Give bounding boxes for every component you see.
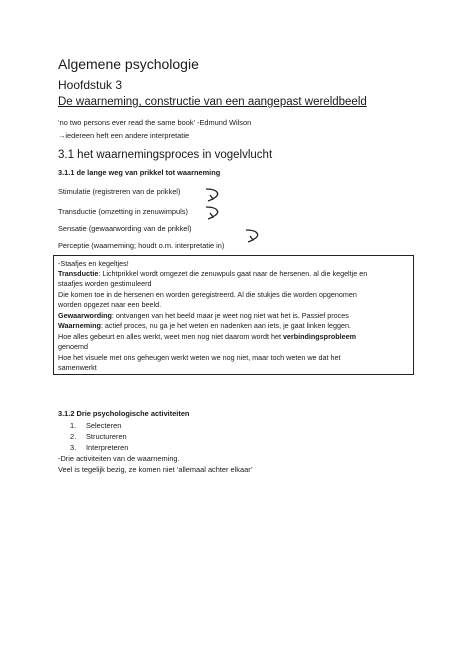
box-line-4: Die komen toe in de hersenen en worden geregistreerd. Al die stukjes die worden opgenomen <box>58 290 357 299</box>
box-line-9: genoemd <box>58 342 88 351</box>
curved-arrow-icon <box>206 207 218 219</box>
activity-num-3: 3. <box>70 443 77 452</box>
curved-arrow-icon-2 <box>242 226 266 248</box>
interpretation-line <box>58 131 189 140</box>
box-line-11: samenwerkt <box>58 363 97 372</box>
box-line-6 <box>58 311 349 320</box>
section-3-1-heading: 3.1 het waarnemingsproces in vogelvlucht <box>58 149 273 161</box>
activity-interpreteren: Interpreteren <box>86 443 129 452</box>
activity-structureren: Structureren <box>86 432 127 441</box>
box-line-6-text: : ontvangen van het beeld maar je weet nog niet wat het is. Passief proces <box>111 311 349 320</box>
interpretation-text: iedereen heft een andere interpretatie <box>65 131 190 140</box>
term-waarneming: Waarneming <box>58 321 101 330</box>
quote-line: ‘no two persons ever read the same book’ -Edmund Wilson <box>58 118 252 127</box>
section-3-1-2-heading: 3.1.2 Drie psychologische activiteiten <box>58 409 190 418</box>
box-line-8 <box>58 332 356 341</box>
box-line-5: worden opgezet naar een beeld. <box>58 300 162 309</box>
step-transductie: Transductie (omzetting in zenuwimpuls) <box>58 207 188 216</box>
box-line-3: staafjes worden gestimuleerd <box>58 279 152 288</box>
right-arrow-icon: → <box>58 131 66 140</box>
activity-num-2: 2. <box>70 432 77 441</box>
note-line-1: -Drie activiteiten van de waarneming. <box>58 454 180 463</box>
document-title: Algemene psychologie <box>58 56 199 72</box>
notes-box <box>53 255 414 375</box>
step-perceptie: Perceptie (waarneming; houdt o.m. interpretatie in) <box>58 241 225 250</box>
term-transductie: Transductie <box>58 269 99 278</box>
curved-arrow-icon <box>206 189 218 201</box>
box-line-10: Hoe het visuele met ons geheugen werkt weten we nog niet, maar toch weten we dat het <box>58 353 341 362</box>
chapter-subtitle: De waarneming, constructie van een aangepast wereldbeeld <box>58 96 367 108</box>
section-3-1-1-heading: 3.1.1 de lange weg van prikkel tot waarneming <box>58 168 221 177</box>
activity-num-1: 1. <box>70 421 77 430</box>
term-verbindingsprobleem: verbindingsprobleem <box>282 332 357 341</box>
curved-arrow-icon <box>246 230 258 242</box>
term-gewaarwording: Gewaarwording <box>58 311 112 320</box>
box-line-2-text: : Lichtprikkel wordt omgezet die zenuwpuls gaat naar de hersenen. al die kegeltje en <box>98 269 368 278</box>
step-stimulatie: Stimulatie (registreren van de prikkel) <box>58 187 181 196</box>
note-line-2: Veel is tegelijk bezig, ze komen niet ‘allemaal achter elkaar’ <box>58 465 253 474</box>
box-line-7 <box>58 321 351 330</box>
box-line-7-text: : actief proces, nu ga je het weten en nadenken aan iets, je gaat linken leggen. <box>100 321 352 330</box>
chapter-heading: Hoofdstuk 3 <box>58 78 123 92</box>
box-line-8-text: Hoe alles gebeurt en alles werkt, weet men nog niet daarom wordt het <box>58 332 283 341</box>
curved-arrow-icons <box>200 185 230 245</box>
box-line-1: -Staafjes en kegeltjes! <box>58 259 129 268</box>
box-line-2 <box>58 269 367 278</box>
activity-selecteren: Selecteren <box>86 421 122 430</box>
step-sensatie: Sensatie (gewaarwording van de prikkel) <box>58 224 192 233</box>
